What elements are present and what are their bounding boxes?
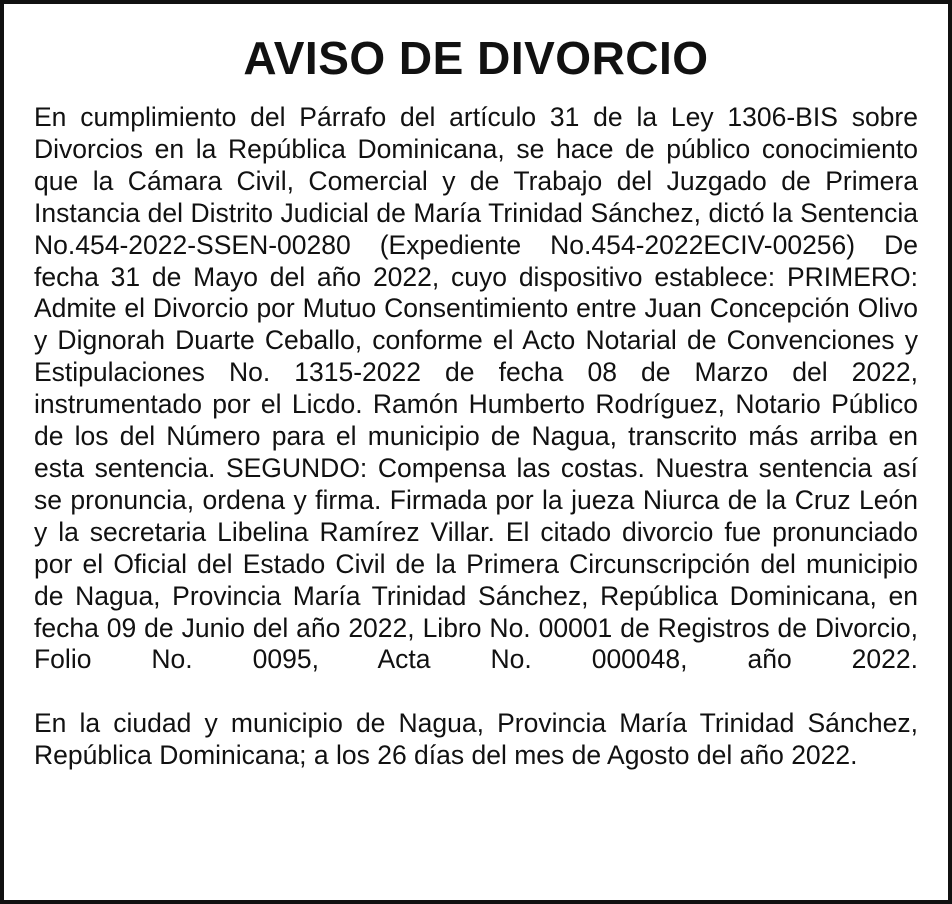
- notice-main-paragraph: En cumplimiento del Párrafo del artículo 31 de la Ley 1306-BIS sobre Divorcios en la República Dominicana, se hace de público conocimiento que la Cámara Civil, Comercial y de Trabajo del Juzgado de Primera Instancia del Distrito Judicial de María Trinidad Sánchez, dictó la Sentencia No.454-2022-SSEN-00280 (Expediente No.454-2022ECIV-00256) De fecha 31 de Mayo del año 2022, cuyo dispositivo establece: PRIMERO: Admite el Divorcio por Mutuo Consentimiento entre Juan Concepción Olivo y Dignorah Duarte Ceballo, conforme el Acto Notarial de Convenciones y Estipulaciones No. 1315-2022 de fecha 08 de Marzo del 2022, instrumentado por el Licdo. Ramón Humberto Rodríguez, Notario Público de los del Número para el municipio de Nagua, transcrito más arriba en esta sentencia. SEGUNDO: Compensa las costas. Nuestra sentencia así se pronuncia, ordena y firma. Firmada por la jueza Niurca de la Cruz León y la secretaria Libelina Ramírez Villar. El citado divorcio fue pronunciado por el Oficial del Estado Civil de la Primera Circunscripción del municipio de Nagua, Provincia María Trinidad Sánchez, República Dominicana, en fecha 09 de Junio del año 2022, Libro No. 00001 de Registros de Divorcio, Folio No. 0095, Acta No. 000048, año 2022.: [34, 102, 918, 675]
- notice-closing-paragraph: En la ciudad y municipio de Nagua, Provincia María Trinidad Sánchez, República Dominicana; a los 26 días del mes de Agosto del año 2022.: [34, 708, 918, 771]
- notice-body: [34, 102, 918, 772]
- notice-title: AVISO DE DIVORCIO: [243, 32, 709, 84]
